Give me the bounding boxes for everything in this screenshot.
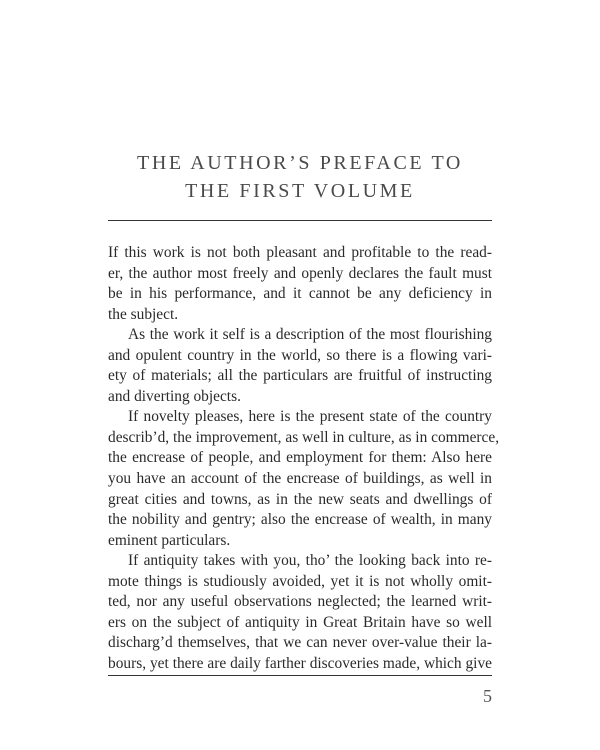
paragraph-2-line-1: As the work it self is a description of the most flourishing (128, 326, 492, 344)
paragraph-1-line-4: the subject. (108, 305, 179, 323)
paragraph-1-line-2: er, the author most freely and openly declares the fault must (108, 264, 492, 282)
chapter-title-line-2: THE FIRST VOLUME (185, 180, 415, 202)
paragraph-4-line-3: ted, nor any useful observations neglected; the learned writ- (108, 593, 492, 611)
paragraph-1-line-1: If this work is not both pleasant and profitable to the read- (108, 244, 492, 261)
paragraph-2-line-4: and diverting objects. (108, 387, 241, 405)
paragraph-3-line-6: the nobility and gentry; also the encrease of wealth, in many (108, 511, 492, 529)
paragraph-3-line-7: eminent particulars. (108, 531, 231, 549)
paragraph-2-line-3: ety of materials; all the particulars are fruitful of instructing (108, 367, 492, 385)
paragraph-4-line-2: mote things is studiously avoided, yet it is not wholly omit- (108, 572, 492, 590)
paragraph-4-line-1: If antiquity takes with you, tho’ the looking back into re- (128, 552, 492, 570)
paragraph-3-line-5: great cities and towns, as in the new seats and dwellings of (108, 490, 492, 508)
paragraph-4-line-4: ers on the subject of antiquity in Great Britain have so well (108, 613, 492, 631)
paragraph-1-line-3: be in his performance, and it cannot be any deficiency in (108, 285, 492, 303)
title-divider (108, 220, 492, 221)
chapter-title-line-1: THE AUTHOR’S PREFACE TO (137, 152, 463, 174)
paragraph-4-line-6: bours, yet there are daily farther discoveries made, which give (108, 654, 492, 672)
paragraph-3-line-1: If novelty pleases, here is the present state of the country (128, 408, 492, 426)
paragraph-4-line-5: discharg’d themselves, that we can never over-value their la- (108, 634, 492, 652)
paragraph-3-line-2: describ’d, the improvement, as well in culture, as in commerce, (108, 428, 500, 446)
page-number: 5 (483, 686, 492, 706)
paragraph-2-line-2: and opulent country in the world, so there is a flowing vari- (108, 346, 492, 364)
paragraph-3-line-3: the encrease of people, and employment for them: Also here (108, 449, 492, 467)
footer-divider (108, 675, 492, 676)
paragraph-3-line-4: you have an account of the encrease of buildings, as well in (108, 470, 492, 488)
body-text (108, 243, 500, 674)
chapter-title (0, 149, 600, 205)
